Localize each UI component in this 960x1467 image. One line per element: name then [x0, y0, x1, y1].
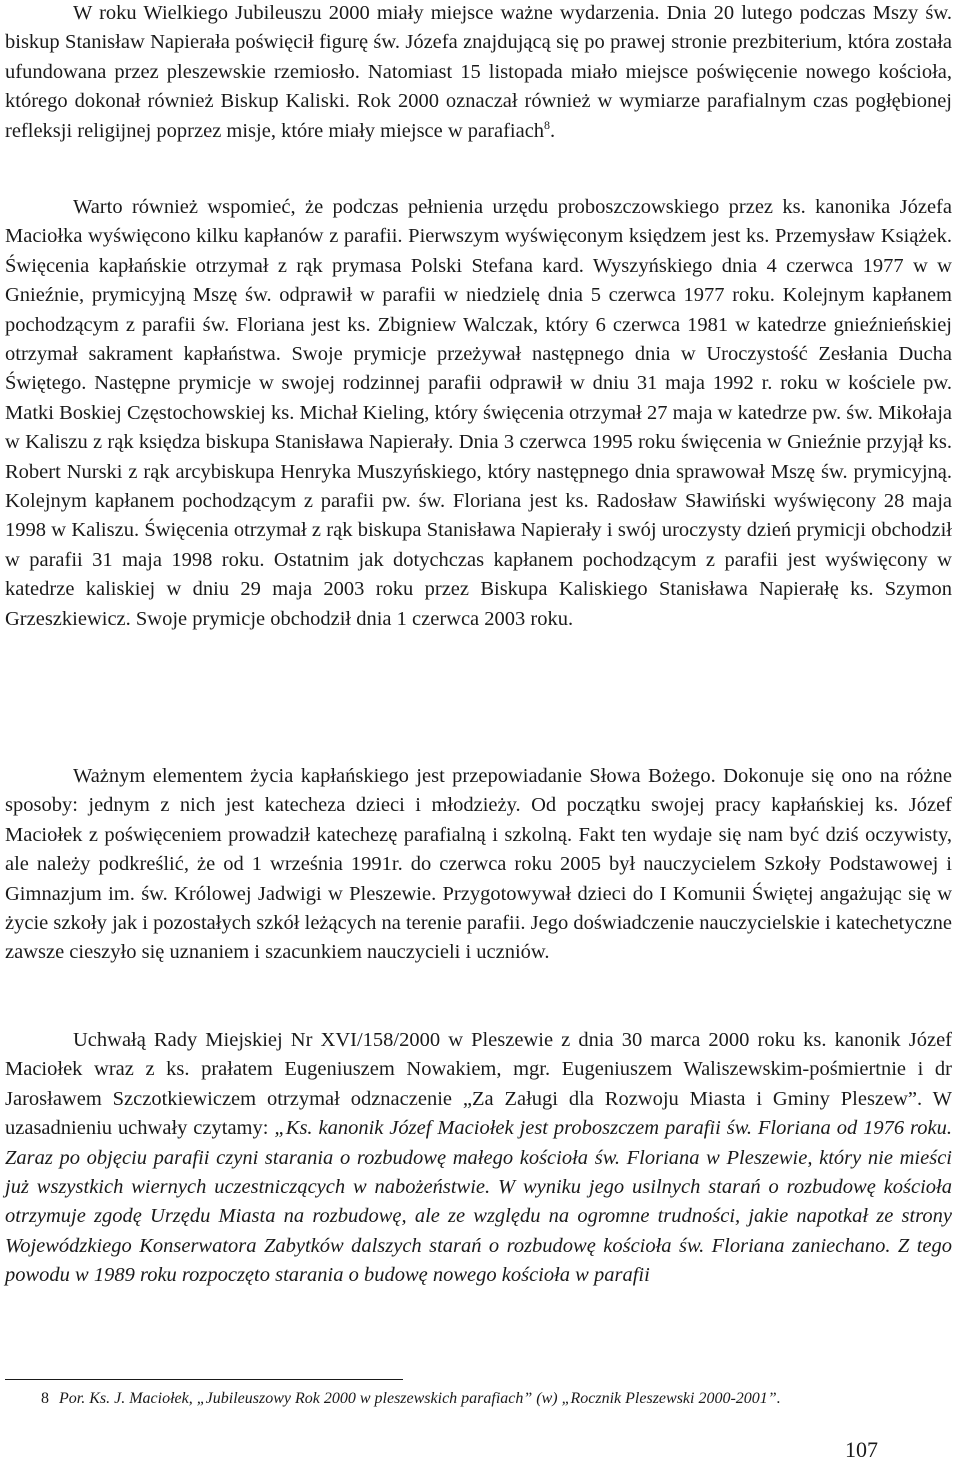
paragraph-end: . [550, 119, 556, 142]
page-number: 107 [845, 1437, 878, 1462]
paragraph-text: W roku Wielkiego Jubileuszu 2000 miały miejsce ważne wydarzenia. Dnia 20 lutego podczas Mszy św. biskup Stanisław Napierała poświęcił figurę św. Józefa znajdującą się po prawej stronie prezbiterium, która została ufundowana przez pleszewskie rzemiosło. Natomiast 15 listopada miało miejsce poświęcenie nowego kościoła, którego dokonał również Biskup Kaliski. Rok 2000 oznaczał również w wymiarze parafialnym czas pogłębionej refleksji religijnej poprzez misje, które miały miejsce w parafiach [5, 2, 952, 142]
paragraph-ordained-priests: Warto również wspomieć, że podczas pełnienia urzędu proboszczowskiego przez ks. kanonika Józefa Maciołka wyświęcono kilku kapłanów z parafii. Pierwszym wyświęconym księdzem jest ks. Przemysław Książek. Święcenia kapłańskie otrzymał z rąk prymasa Polski Stefana kard. Wyszyńskiego dnia 4 czerwca 1977 w w Gnieźnie, prymicyjną Mszę św. odprawił w parafii w niedzielę dnia 5 czerwca 1977 roku. Kolejnym kapłanem pochodzącym z parafii św. Floriana jest ks. Zbigniew Walczak, który 6 czerwca 1981 w katedrze gnieźnieńskiej otrzymał sakrament kapłaństwa. Swoje prymicje przeżywał następnego dnia w Uroczystość Zesłania Ducha Świętego. Następne prymicje w swojej rodzinnej parafii odprawił w dniu 31 maja 1992 r. roku w kościele pw. Matki Boskiej Częstochowskiej ks. Michał Kieling, który święcenia otrzymał 27 maja w katedrze pw. św. Mikołaja w Kaliszu z rąk księdza biskupa Stanisława Napierały. Dnia 3 czerwca 1995 roku święcenia w Gnieźnie przyjął ks. Robert Nurski z rąk arcybiskupa Henryka Muszyńskiego, który następnego dnia sprawował Mszę św. prymicyjną. Kolejnym kapłanem pochodzącym z parafii pw. św. Floriana jest ks. Radosław Sławiński wyświęcony 28 maja 1998 w Kaliszu. Święcenia otrzymał z rąk biskupa Stanisława Napierały i swój uroczysty dzień prymicji obchodził w parafii 31 maja 1998 roku. Ostatnim jak dotychczas kapłanem pochodzącym z parafii jest wyświęcony w katedrze kaliskiej w dniu 29 maja 2003 roku przez Biskupa Kaliskiego Stanisława Napierałę ks. Szymon Grzeszkiewicz. Swoje prymicje obchodził dnia 1 czerwca 2003 roku. [5, 196, 952, 630]
footnote-divider [5, 1379, 403, 1380]
footnote-reference[interactable]: 8 [544, 117, 551, 132]
footnote-text: Por. Ks. J. Maciołek, „Jubileuszowy Rok 2000 w pleszewskich parafiach” (w) „Rocznik Pleszewski 2000-2001”. [59, 1390, 781, 1407]
resolution-quote: „Ks. kanonik Józef Maciołek jest proboszczem parafii św. Floriana od 1976 roku. Zaraz po objęciu parafii czyni starania o rozbudowę małego kościoła św. Floriana w Pleszewie, który nie mieści już wszystkich wiernych uczestniczących w nabożeństwie. W wyniku jego usilnych starań o rozbudowę kościoła otrzymuje zgodę Urzędu Miasta na rozbudowę, ale ze względu na ogromne trudności, jakie napotkał ze strony Wojewódzkiego Konserwatora Zabytków dalszych starań o rozbudowę kościoła św. Floriana zaniechano. Z tego powodu w 1989 roku rozpoczęto starania o budowę nowego kościoła w parafii [5, 1117, 952, 1287]
footnote-number: 8 [41, 1390, 49, 1407]
paragraph-text: Uchwałą Rady Miejskiej Nr XVI/158/2000 w Pleszewie z dnia 30 marca 2000 roku ks. kanonik Józef Maciołek wraz z ks. prałatem Eugeniuszem Nowakiem, mgr. Eugeniuszem Waliszewskim-pośmiertnie i dr Jarosławem Szczotkiewiczem otrzymał odznaczenie „Za Załugi dla Rozwoju Miasta i Gminy Pleszew”. W uzasadnieniu uchwały czytamy: [5, 1029, 952, 1140]
footnote [41, 1388, 941, 1410]
paragraph-city-council-resolution [5, 1026, 952, 1291]
paragraph-catechesis: Ważnym elementem życia kapłańskiego jest przepowiadanie Słowa Bożego. Dokonuje się ono na różne sposoby: jednym z nich jest katecheza dzieci i młodzieży. Od początku swojej pracy kapłańskiej ks. Józef Maciołek z poświęceniem prowadził katechezę parafialną i szkolną. Fakt ten wydaje się nam być dziś oczywisty, ale należy podkreślić, że od 1 września 1991r. do czerwca roku 2005 był nauczycielem Szkoły Podstawowej i Gimnazjum im. św. Królowej Jadwigi w Pleszewie. Przygotowywał dzieci do I Komunii Świętej angażując się w życie szkoły jak i pozostałych szkół leżących na terenie parafii. Jego doświadczenie nauczycielskie i katechetyczne zawsze cieszyło się uznaniem i szacunkiem nauczycieli i uczniów. [5, 765, 952, 964]
paragraph-jubilee-2000 [5, 0, 952, 146]
